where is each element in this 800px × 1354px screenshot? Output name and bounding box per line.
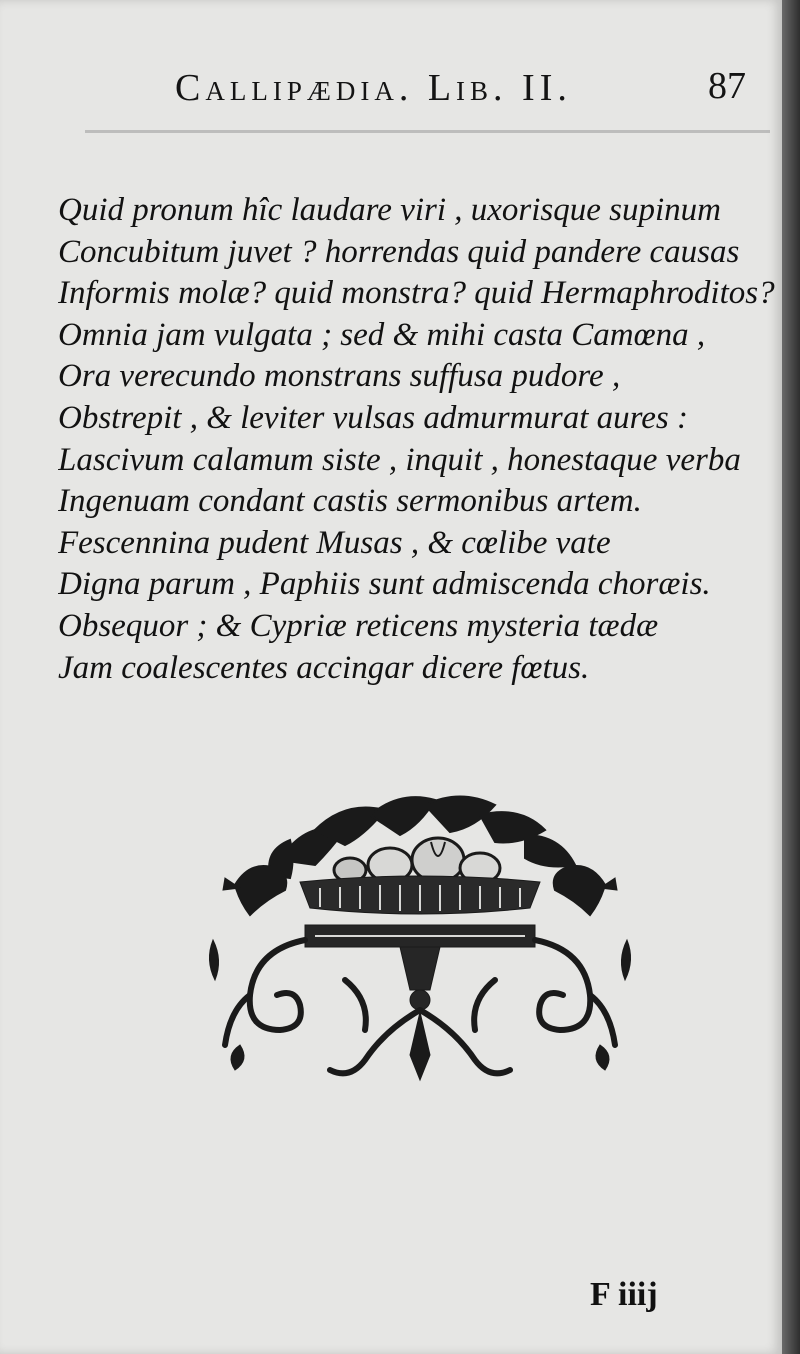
verse-line: Fescennina pudent Musas , & cœlibe vate	[58, 524, 611, 561]
binding-edge	[782, 0, 800, 1354]
verse-line: Concubitum juvet ? horrendas quid pandere causas	[58, 233, 740, 270]
verse-line: Digna parum , Paphiis sunt admiscenda choræis.	[58, 566, 711, 603]
verse-block	[58, 190, 778, 689]
verse-line: Jam coalescentes accingar dicere fœtus.	[58, 649, 590, 686]
signature-mark: F iiij	[590, 1276, 658, 1313]
verse-line: Obstrepit , & leviter vulsas admurmurat aures :	[58, 399, 689, 436]
verse-line: Obsequor ; & Cypriæ reticens mysteria tædæ	[58, 607, 659, 644]
verse-line: Informis molæ? quid monstra? quid Hermaphroditos?	[58, 275, 775, 312]
page-header	[0, 60, 782, 120]
verse-line: Lascivum calamum siste , inquit , honestaque verba	[58, 441, 741, 478]
verse-line: Ora verecundo monstrans suffusa pudore ,	[58, 358, 621, 395]
verse-line: Ingenuam condant castis sermonibus artem.	[58, 483, 642, 520]
page-number: 87	[708, 65, 746, 107]
header-rule	[85, 130, 770, 133]
running-title: Callipædia. Lib. II.	[175, 67, 572, 109]
verse-line: Quid pronum hîc laudare viri , uxorisque supinum	[58, 192, 722, 228]
fruit-basket-vignette-icon	[195, 790, 645, 1090]
verse-line: Omnia jam vulgata ; sed & mihi casta Camœna ,	[58, 316, 706, 353]
